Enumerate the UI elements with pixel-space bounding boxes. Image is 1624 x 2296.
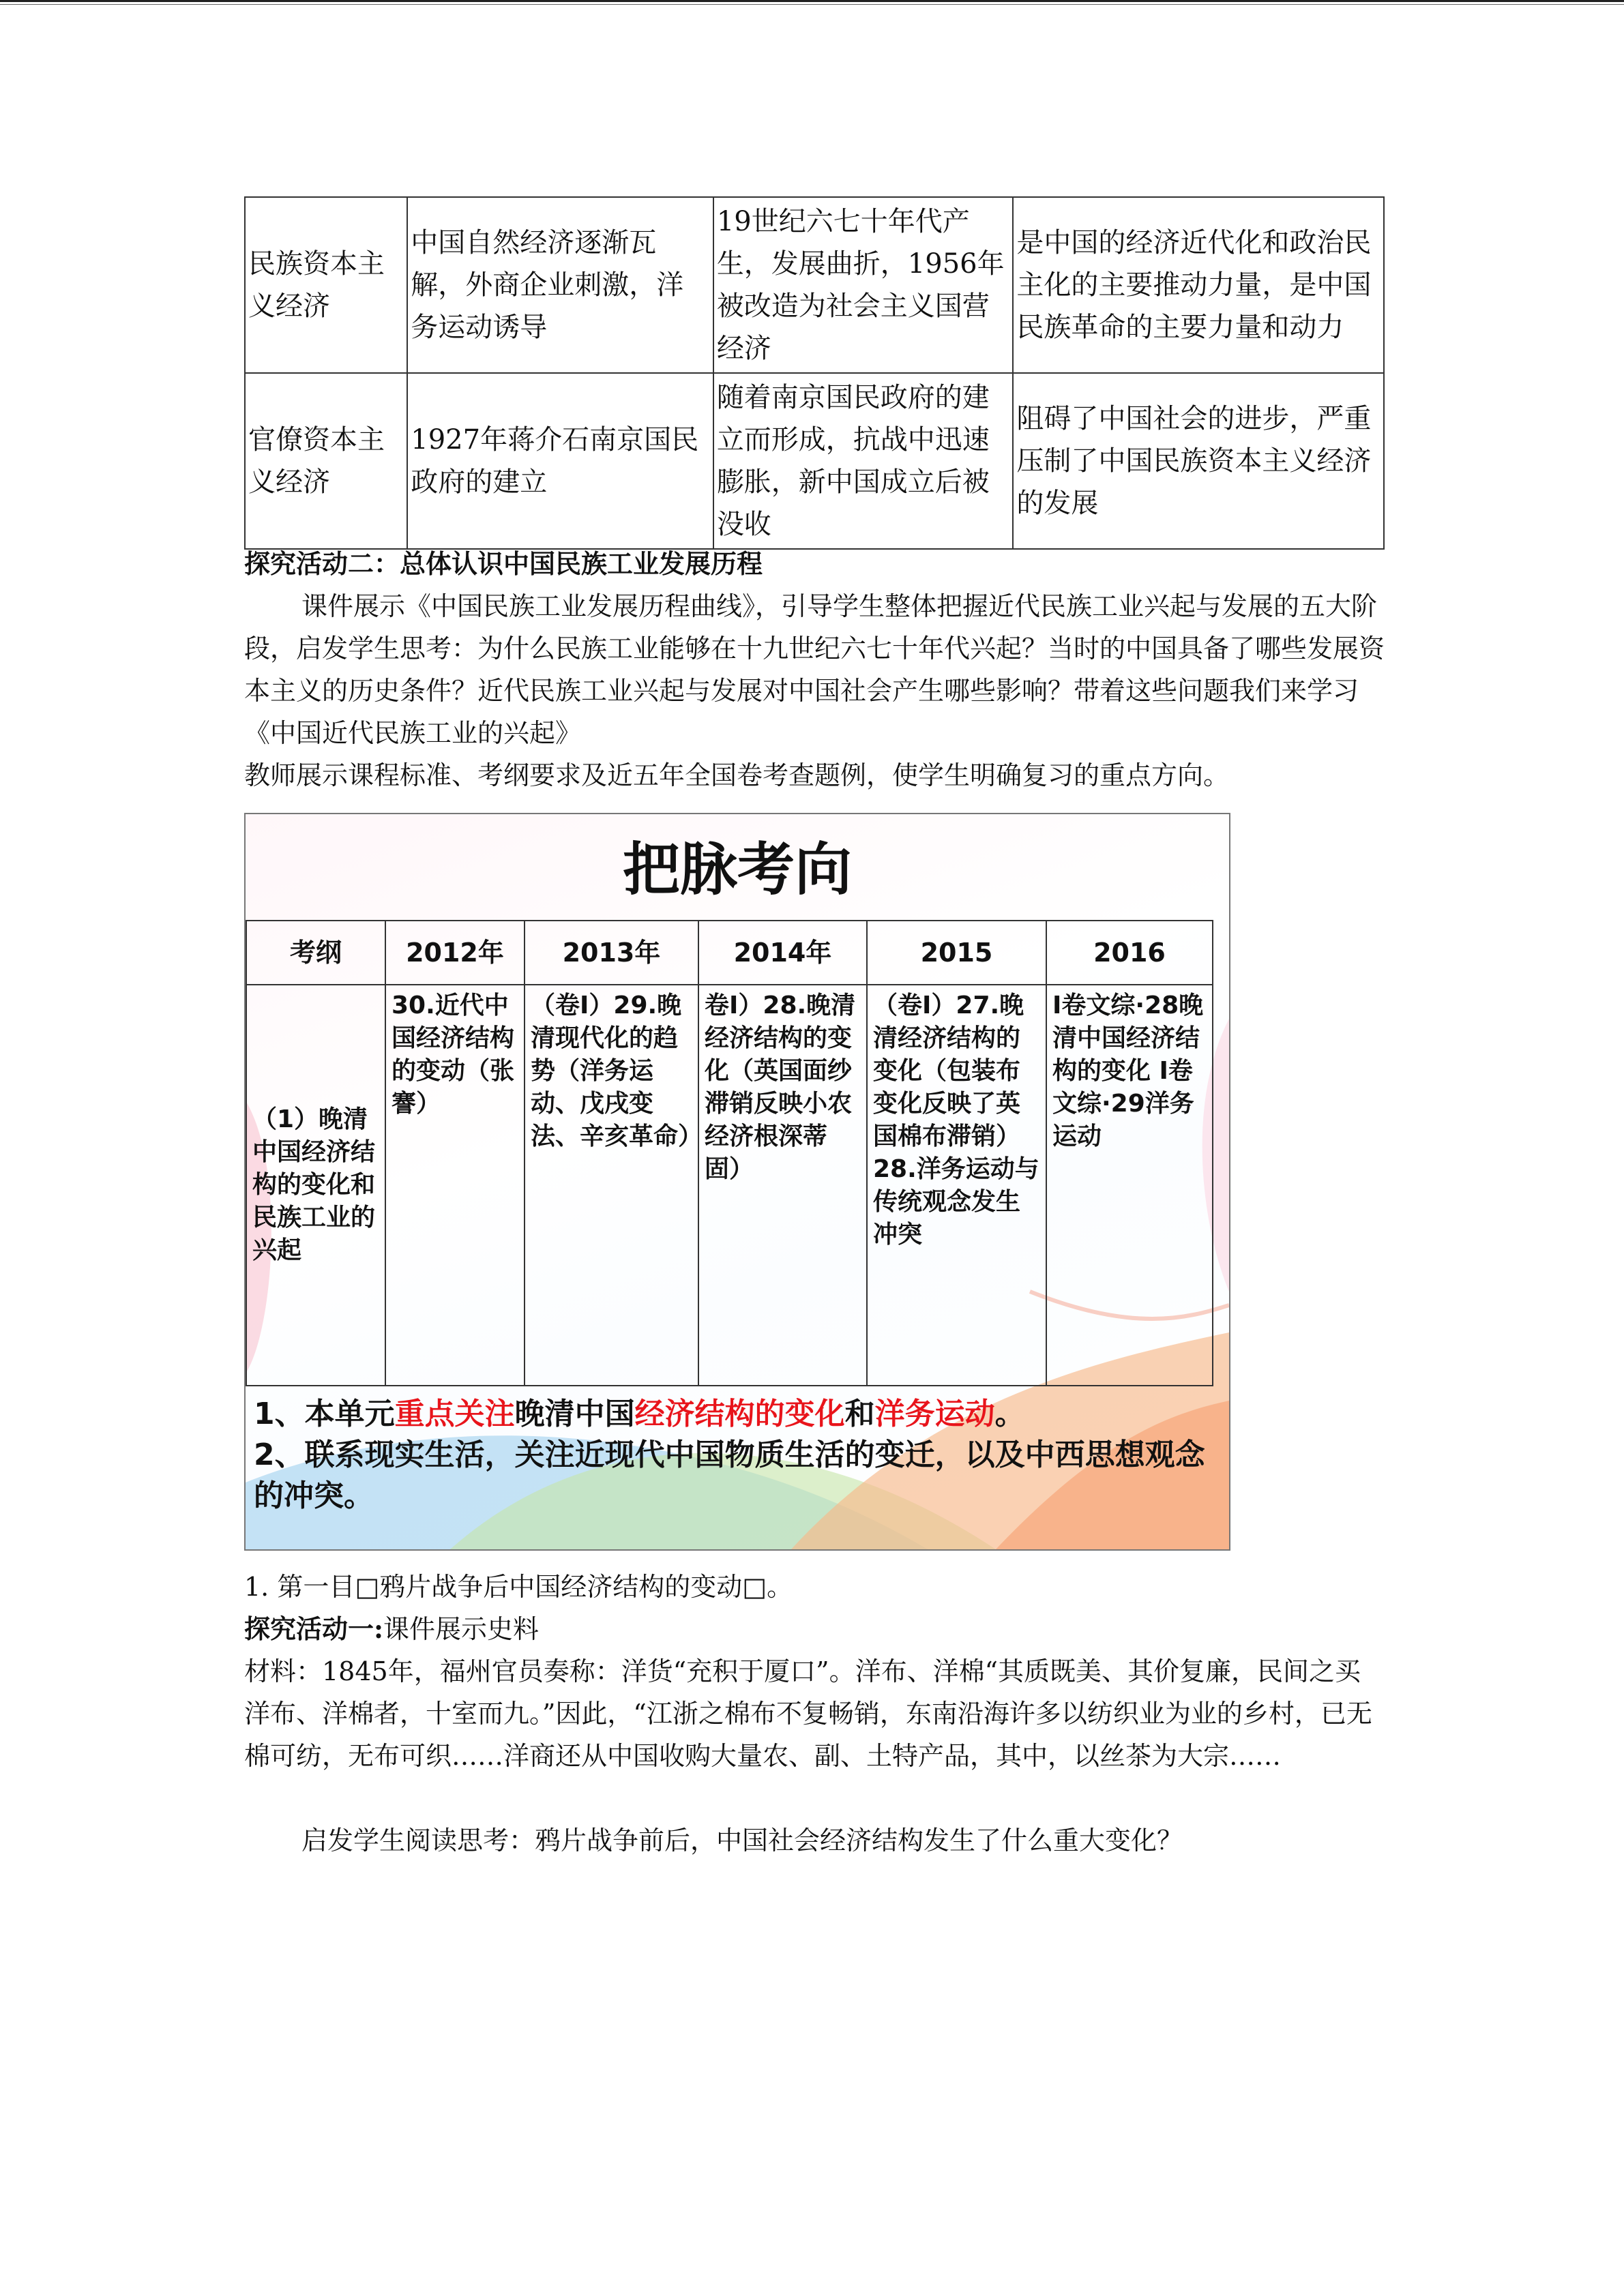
activity1-line: 探究活动一:课件展示史料	[244, 1613, 540, 1644]
table-cell: 是中国的经济近代化和政治民主化的主要推动力量，是中国民族革命的主要力量和动力	[1013, 197, 1384, 373]
slide-notes	[254, 1394, 1222, 1517]
header-cell: 2016	[1046, 921, 1213, 985]
year-2012-cell: 30.近代中国经济结构的变动（张謇）	[385, 985, 525, 1386]
top-border-thin	[0, 4, 1624, 5]
exam-trend-slide	[244, 813, 1230, 1551]
material-paragraph: 材料：1845年，福州官员奏称：洋货“充积于厦口”。洋布、洋棉“其质既美、其价复廉，民间之买洋布、洋棉者，十室而九。”因此，“江浙之棉布不复畅销，东南沿海许多以纺织业为业的乡村，已无棉可纺，无布可织……洋商还从中国收购大量农、副、土特产品，其中，以丝茶为大宗……	[244, 1656, 1372, 1771]
table-cell: 阻碍了中国社会的进步，严重压制了中国民族资本主义经济的发展	[1013, 373, 1384, 549]
table-cell: 随着南京国民政府的建立而形成，抗战中迅速膨胀，新中国成立后被没收	[713, 373, 1014, 549]
year-2015-cell: （卷Ⅰ）27.晚清经济结构的变化（包装布变化反映了英国棉布滞销）28.洋务运动与传统观念发生冲突	[867, 985, 1046, 1386]
top-border	[0, 0, 1624, 2]
table-header-row	[246, 921, 1213, 985]
header-cell: 2015	[867, 921, 1046, 985]
syllabus-cell: （1）晚清中国经济结构的变化和民族工业的兴起	[246, 985, 385, 1386]
table-row	[245, 373, 1384, 549]
slide-title: 把脉考向	[622, 836, 852, 903]
year-2016-cell: Ⅰ卷文综·28晚清中国经济结构的变化 Ⅰ卷文综·29洋务运动	[1046, 985, 1213, 1386]
teacher-line: 教师展示课程标准、考纲要求及近五年全国卷考查题例，使学生明确复习的重点方向。	[244, 760, 1230, 790]
table-cell: 1927年蒋介石南京国民政府的建立	[407, 373, 713, 549]
table-cell: 民族资本主义经济	[245, 197, 407, 373]
note-1: 1、本单元重点关注晚清中国经济结构的变化和洋务运动。	[254, 1397, 1025, 1431]
note-2: 2、联系现实生活，关注近现代中国物质生活的变迁，以及中西思想观念的冲突。	[254, 1437, 1205, 1513]
table-cell: 19世纪六七十年代产生，发展曲折，1956年被改造为社会主义国营经济	[713, 197, 1014, 373]
section1-heading: 1. 第一目□鸦片战争后中国经济结构的变动□。	[244, 1572, 793, 1602]
activity2-paragraph: 课件展示《中国民族工业发展历程曲线》，引导学生整体把握近代民族工业兴起与发展的五大阶段，启发学生思考：为什么民族工业能够在十九世纪六七十年代兴起？当时的中国具备了哪些发展资本主义的历史条件？近代民族工业兴起与发展对中国社会产生哪些影响？带着这些问题我们来学习《中国近代民族工业的兴起》	[244, 591, 1385, 748]
header-cell: 2014年	[698, 921, 867, 985]
year-2014-cell: 卷Ⅰ）28.晚清经济结构的变化（英国面纱滞销反映小农经济根深蒂固）	[698, 985, 867, 1386]
exam-trend-table	[246, 920, 1213, 1386]
activity2-heading: 探究活动二：总体认识中国民族工业发展历程	[244, 548, 763, 579]
economy-comparison-table	[244, 196, 1385, 550]
table-cell: 官僚资本主义经济	[245, 373, 407, 549]
year-2013-cell: （卷Ⅰ）29.晚清现代化的趋势（洋务运动、戊戌变法、辛亥革命）	[525, 985, 698, 1386]
table-row	[245, 197, 1384, 373]
header-cell: 2013年	[525, 921, 698, 985]
table-cell: 中国自然经济逐渐瓦解，外商企业刺激，洋务运动诱导	[407, 197, 713, 373]
table-row	[246, 985, 1213, 1386]
header-cell: 考纲	[246, 921, 385, 985]
question-paragraph: 启发学生阅读思考：鸦片战争前后，中国社会经济结构发生了什么重大变化？	[301, 1825, 1183, 1855]
header-cell: 2012年	[385, 921, 525, 985]
